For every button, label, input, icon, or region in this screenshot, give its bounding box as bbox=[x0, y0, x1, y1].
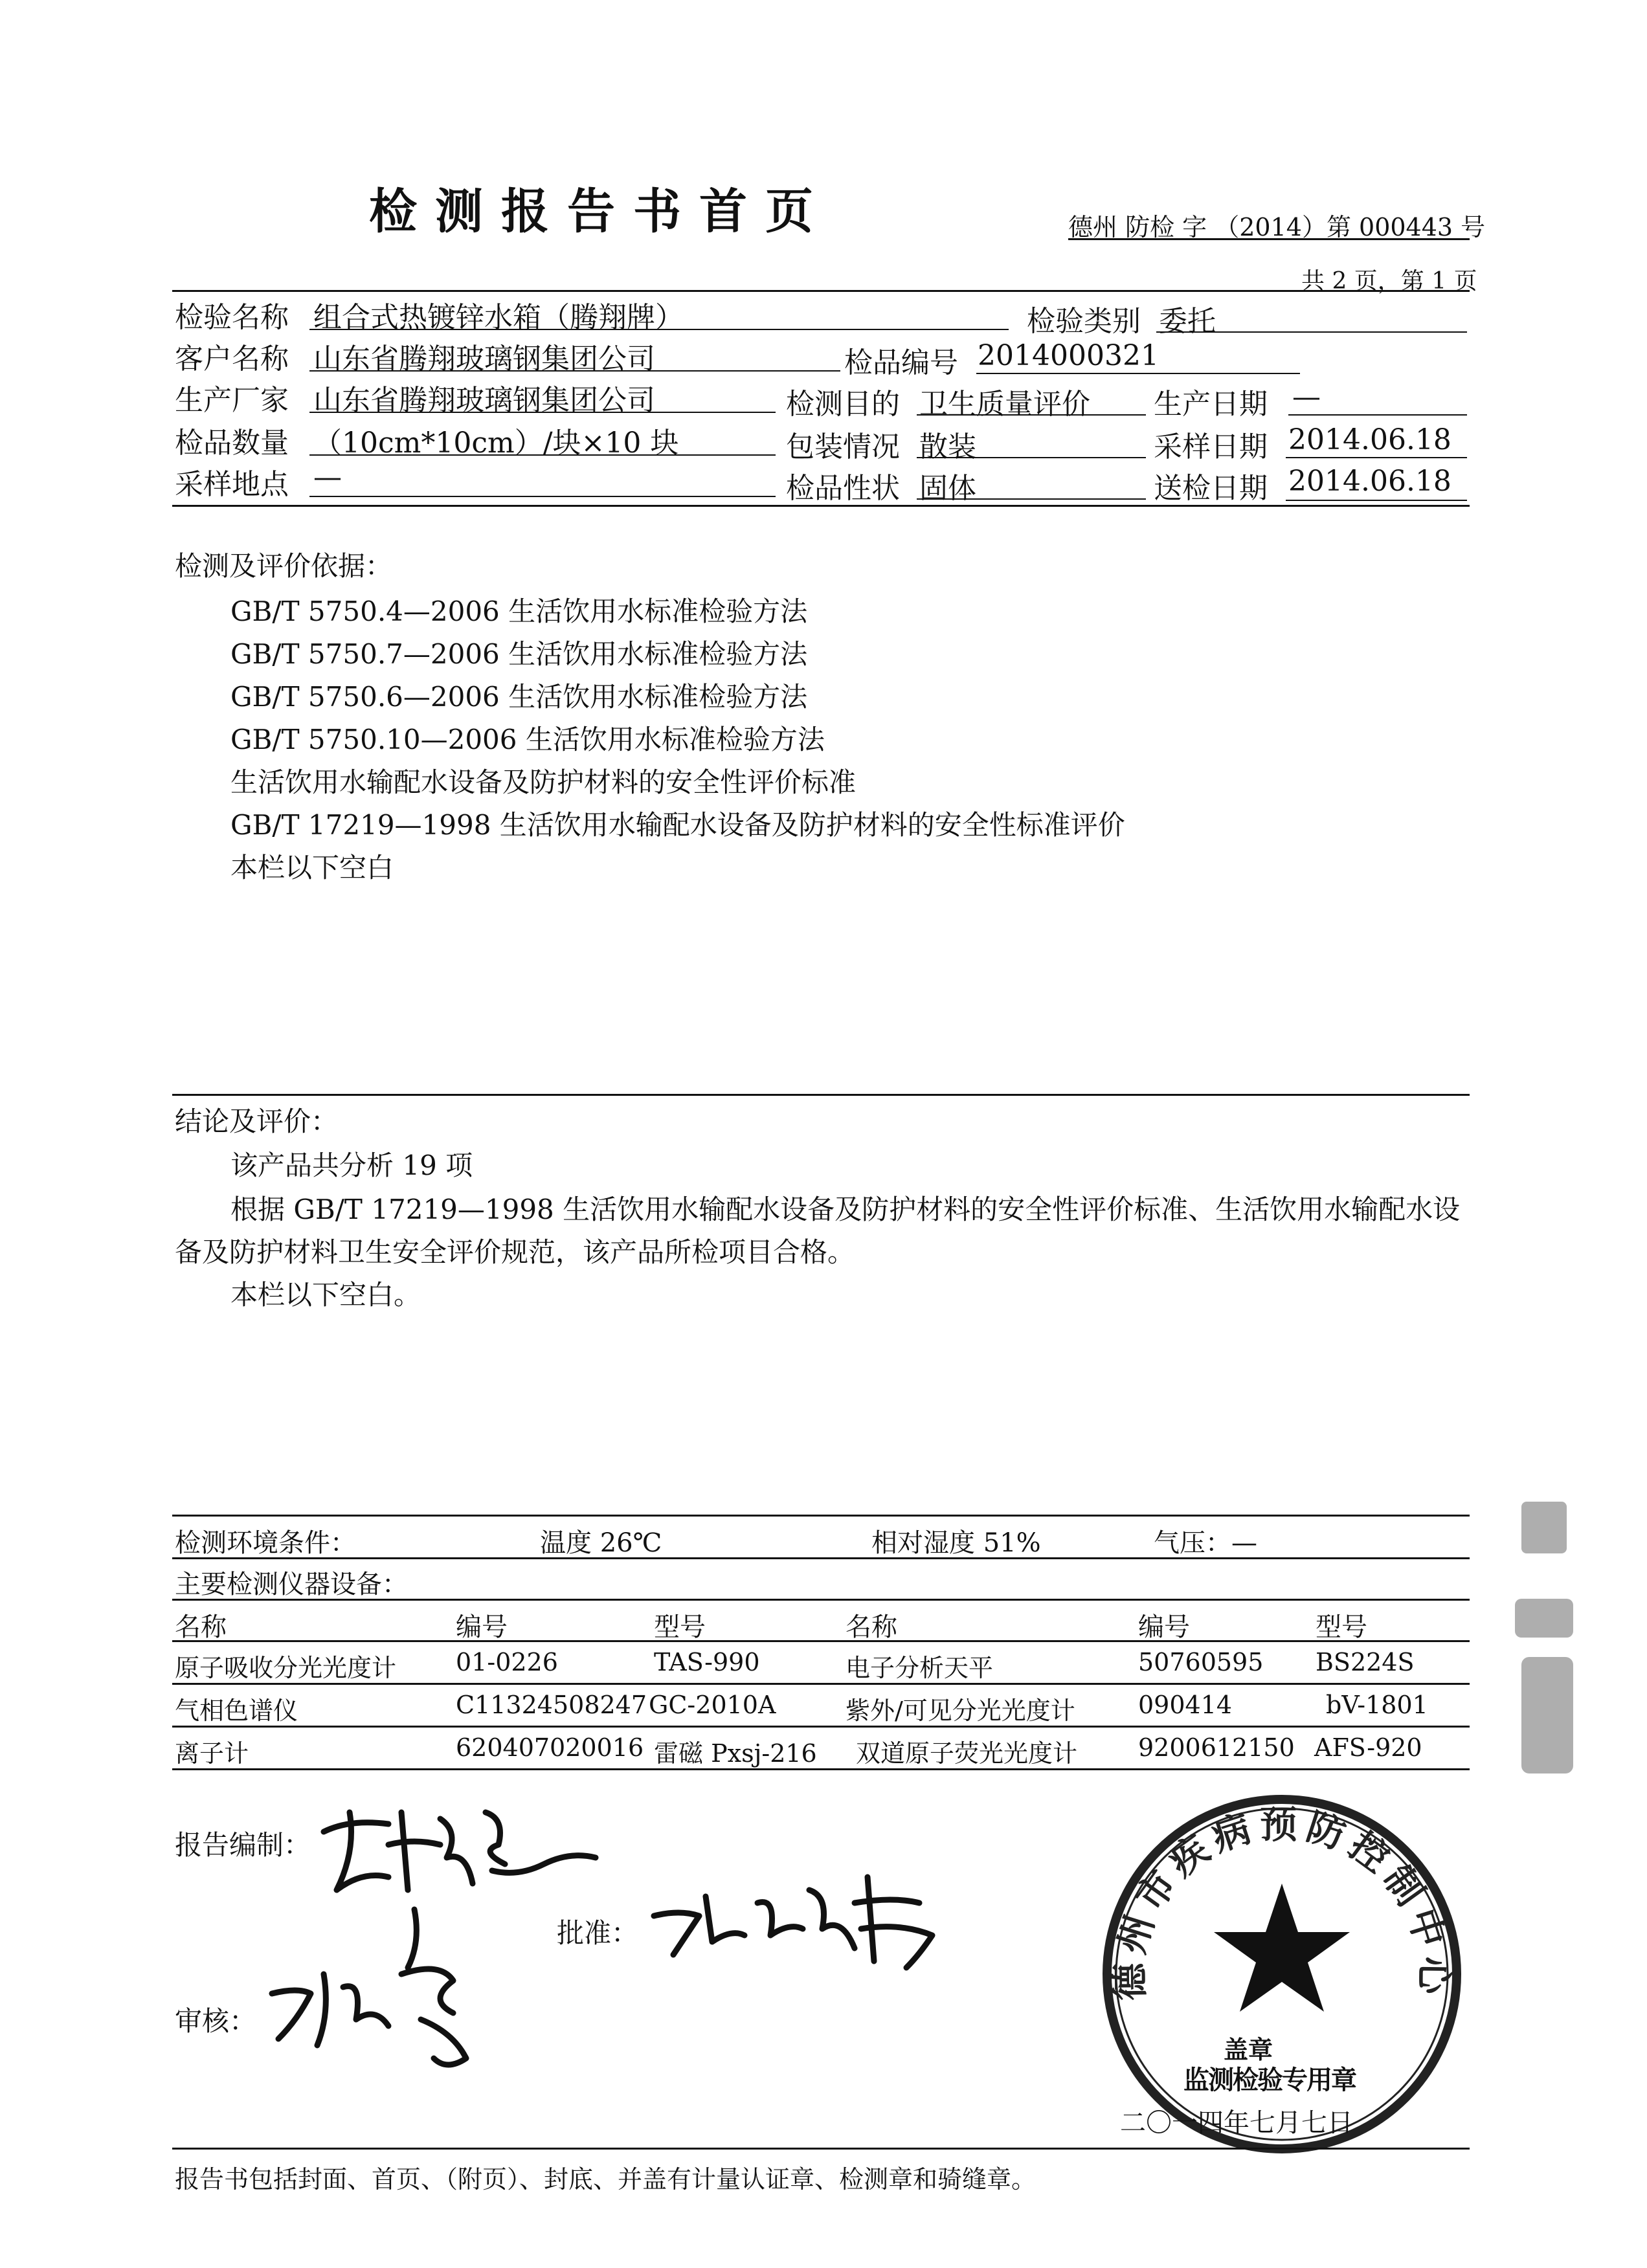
document-number: 德州 防检 字 （2014）第 000443 号 bbox=[1068, 213, 1486, 241]
column-header: 名称 bbox=[175, 1612, 227, 1642]
table-cell: 620407020016 bbox=[456, 1733, 644, 1762]
sample-no-value: 2014000321 bbox=[978, 339, 1159, 372]
equipment-heading-rule bbox=[172, 1599, 1470, 1601]
seal-line1: 盖章 bbox=[1224, 2035, 1273, 2064]
table-cell: TAS-990 bbox=[654, 1648, 760, 1676]
inspect-type-underline bbox=[1156, 331, 1467, 333]
basis-heading: 检测及评价依据： bbox=[175, 550, 393, 582]
reviewed-signature bbox=[259, 1890, 505, 2084]
header-rule bbox=[172, 290, 1470, 292]
purpose-underline bbox=[917, 414, 1146, 416]
column-header: 名称 bbox=[846, 1612, 897, 1642]
environment-rule bbox=[172, 1557, 1470, 1559]
column-header: 编号 bbox=[456, 1612, 508, 1642]
submit-date-label: 送检日期 bbox=[1154, 472, 1268, 505]
table-cell: BS224S bbox=[1316, 1648, 1415, 1676]
pressure-value: 气压：— bbox=[1154, 1528, 1257, 1558]
item-name-label: 检验名称 bbox=[175, 301, 289, 334]
basis-item: GB/T 5750.10—2006 生活饮用水标准检验方法 bbox=[230, 724, 825, 755]
client-label: 客户名称 bbox=[175, 342, 289, 375]
sampling-place-label: 采样地点 bbox=[175, 468, 289, 501]
table-row-rule bbox=[172, 1726, 1470, 1728]
column-header: 型号 bbox=[1316, 1612, 1367, 1642]
equipment-heading: 主要检测仪器设备： bbox=[175, 1570, 408, 1599]
humidity-value: 相对湿度 51% bbox=[871, 1528, 1041, 1558]
table-bottom-rule bbox=[172, 1768, 1470, 1770]
client-value: 山东省腾翔玻璃钢集团公司 bbox=[313, 342, 655, 375]
inspect-type-label: 检验类别 bbox=[1027, 305, 1141, 338]
manufacturer-value: 山东省腾翔玻璃钢集团公司 bbox=[313, 384, 655, 417]
table-cell: AFS-920 bbox=[1314, 1733, 1422, 1762]
approved-signature bbox=[647, 1858, 958, 1987]
conclusion-text: 根据 GB/T 17219—1998 生活饮用水输配水设备及防护材料的安全性评价标准、生活饮用水输配水设 bbox=[230, 1194, 1461, 1225]
table-cell: 01-0226 bbox=[456, 1648, 558, 1676]
seal-line2: 监测检验专用章 bbox=[1183, 2065, 1356, 2095]
sampling-place-underline bbox=[309, 496, 776, 497]
table-row-rule bbox=[172, 1683, 1470, 1685]
basis-item: GB/T 5750.7—2006 生活饮用水标准检验方法 bbox=[230, 638, 808, 670]
packaging-underline bbox=[917, 457, 1146, 458]
basis-blank-note: 本栏以下空白 bbox=[230, 852, 394, 884]
prod-date-underline bbox=[1288, 414, 1467, 416]
edge-seal-fragment bbox=[1508, 1489, 1580, 1812]
sample-state-underline bbox=[917, 498, 1146, 500]
footer-note: 报告书包括封面、首页、（附页）、封底、并盖有计量认证章、检测章和骑缝章。 bbox=[175, 2165, 1036, 2194]
compiled-by-label: 报告编制： bbox=[175, 1829, 311, 1861]
conclusion-blank-note: 本栏以下空白。 bbox=[230, 1279, 421, 1311]
submit-date-value: 2014.06.18 bbox=[1288, 465, 1451, 498]
approved-by-label: 批准： bbox=[557, 1917, 639, 1949]
item-name-value: 组合式热镀锌水箱（腾翔牌） bbox=[313, 301, 684, 334]
sampling-date-value: 2014.06.18 bbox=[1288, 423, 1451, 456]
purpose-value: 卫生质量评价 bbox=[919, 388, 1090, 421]
basis-item: GB/T 5750.4—2006 生活饮用水标准检验方法 bbox=[230, 595, 808, 627]
page-title: 检测报告书首页 bbox=[369, 184, 831, 239]
footer-rule bbox=[172, 2148, 1470, 2150]
quantity-label: 检品数量 bbox=[175, 427, 289, 460]
table-cell: 双道原子荧光光度计 bbox=[856, 1739, 1078, 1768]
table-cell: 原子吸收分光光度计 bbox=[175, 1654, 397, 1682]
table-cell: GC-2010A bbox=[649, 1691, 776, 1719]
purpose-label: 检测目的 bbox=[786, 388, 900, 421]
quantity-underline-line bbox=[309, 454, 776, 456]
conclusion-bottom-rule bbox=[172, 1515, 1470, 1517]
column-header: 型号 bbox=[654, 1612, 706, 1642]
sample-no-label: 检品编号 bbox=[844, 346, 958, 379]
document-number-underline bbox=[1068, 238, 1470, 240]
submit-date-underline bbox=[1286, 500, 1467, 501]
environment-label: 检测环境条件： bbox=[175, 1528, 356, 1558]
column-header: 编号 bbox=[1138, 1612, 1190, 1642]
table-cell: 9200612150 bbox=[1138, 1733, 1295, 1762]
table-cell: C11324508247 bbox=[456, 1691, 647, 1719]
table-cell: 电子分析天平 bbox=[846, 1654, 994, 1682]
quantity-value: （10cm*10cm）/块×10 块 bbox=[313, 427, 679, 460]
seal-star-icon bbox=[1214, 1884, 1350, 2012]
prod-date-value: — bbox=[1292, 381, 1321, 414]
sample-state-label: 检品性状 bbox=[786, 472, 900, 505]
packaging-label: 包装情况 bbox=[786, 430, 900, 463]
conclusion-heading: 结论及评价： bbox=[175, 1106, 339, 1137]
info-bottom-rule bbox=[172, 505, 1470, 507]
seal-org-text: 德州市疾病预防控制中心 bbox=[1107, 1802, 1457, 2001]
basis-item: GB/T 5750.6—2006 生活饮用水标准检验方法 bbox=[230, 681, 808, 713]
manufacturer-label: 生产厂家 bbox=[175, 384, 289, 417]
table-cell: 紫外/可见分光光度计 bbox=[846, 1696, 1075, 1725]
sampling-date-underline bbox=[1286, 457, 1467, 458]
conclusion-text-cont: 备及防护材料卫生安全评价规范，该产品所检项目合格。 bbox=[175, 1236, 855, 1268]
table-cell: bV-1801 bbox=[1326, 1691, 1428, 1719]
sampling-date-label: 采样日期 bbox=[1154, 430, 1268, 463]
inspect-type-value: 委托 bbox=[1159, 305, 1216, 338]
table-cell: 气相色谱仪 bbox=[175, 1696, 298, 1725]
sample-no-underline bbox=[976, 373, 1300, 374]
reviewed-by-label: 审核： bbox=[175, 2005, 257, 2037]
basis-bottom-rule bbox=[172, 1094, 1470, 1096]
page-count: 共 2 页，第 1 页 bbox=[1301, 268, 1477, 295]
client-underline bbox=[309, 370, 840, 372]
basis-item: GB/T 17219—1998 生活饮用水输配水设备及防护材料的安全性标准评价 bbox=[230, 809, 1125, 841]
conclusion-summary: 该产品共分析 19 项 bbox=[230, 1150, 473, 1181]
seal-date: 二〇一四年七月七日 bbox=[1120, 2108, 1353, 2138]
manufacturer-underline bbox=[309, 412, 776, 413]
table-cell: 090414 bbox=[1138, 1691, 1233, 1719]
packaging-value: 散装 bbox=[919, 430, 976, 463]
table-cell: 离子计 bbox=[175, 1739, 249, 1768]
sampling-place-value: — bbox=[313, 461, 342, 494]
temperature-value: 温度 26℃ bbox=[540, 1528, 662, 1558]
table-cell: 雷磁 Pxsj-216 bbox=[654, 1739, 817, 1768]
table-cell: 50760595 bbox=[1138, 1648, 1264, 1676]
prod-date-label: 生产日期 bbox=[1154, 388, 1268, 421]
sample-state-value: 固体 bbox=[919, 472, 976, 505]
basis-item: 生活饮用水输配水设备及防护材料的安全性评价标准 bbox=[230, 766, 857, 798]
table-header-rule bbox=[172, 1640, 1470, 1642]
item-name-underline bbox=[309, 329, 1009, 330]
